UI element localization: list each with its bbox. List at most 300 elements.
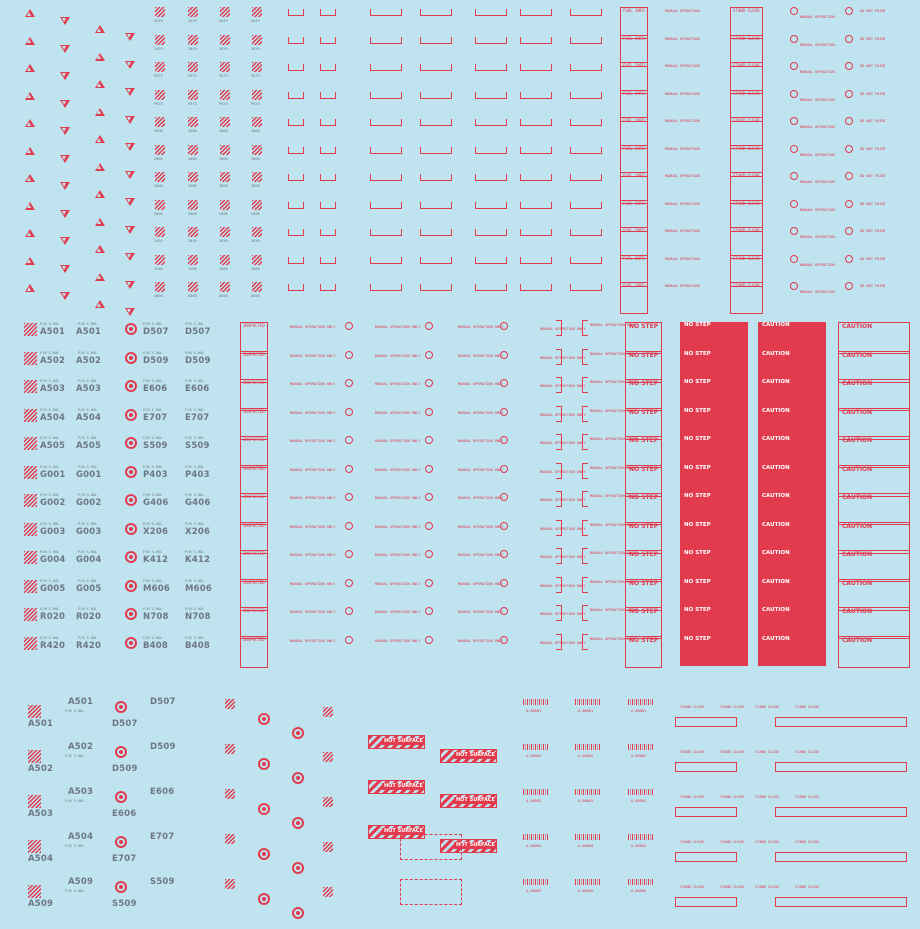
line-marker xyxy=(570,174,602,181)
stand-clear-label: STAND CLEAR xyxy=(730,145,763,177)
part-code: E606 xyxy=(112,809,137,819)
ring-icon xyxy=(425,436,433,444)
no-step-bar: NO STEP xyxy=(680,351,748,381)
part-number-prefix: P/N S-HOL xyxy=(143,493,163,497)
target-icon xyxy=(125,494,137,506)
target-icon xyxy=(125,523,137,535)
caution-bar: CAUTION xyxy=(758,351,826,381)
target-icon xyxy=(115,836,127,848)
decal-row xyxy=(0,31,920,61)
no-step-bar: NO STEP xyxy=(680,607,748,637)
ring-icon xyxy=(790,145,798,153)
part-code: A505 xyxy=(40,441,66,451)
stand-clear-text: STAND CLEAR xyxy=(680,705,704,709)
line-marker xyxy=(420,92,452,99)
frame-marker xyxy=(675,897,737,907)
do-not-paint-label: DO NOT PAINT xyxy=(860,64,886,68)
part-code: D507 xyxy=(112,719,138,729)
part-number-prefix: P/N S-HOL xyxy=(185,436,205,440)
no-step-bar: NO STEP xyxy=(680,493,748,523)
caution-bar: CAUTION xyxy=(758,607,826,637)
manual-operation-label: MANUAL OPERATION ONLY xyxy=(590,494,636,498)
decal-band-partnumbers xyxy=(0,315,920,685)
decal-code: 1500 xyxy=(251,266,260,271)
line-marker xyxy=(420,202,452,209)
decal-code: 5008 xyxy=(154,211,163,216)
bracket-marker xyxy=(582,491,588,507)
part-code: A501 xyxy=(76,327,102,337)
hatched-square-icon xyxy=(220,227,230,237)
no-step-bar: NO STEP xyxy=(680,579,748,609)
hatched-square-icon xyxy=(28,795,41,808)
manual-operation-label: MANUAL OPERATION xyxy=(665,201,700,206)
hatched-square-icon xyxy=(24,637,37,650)
target-icon xyxy=(258,893,270,905)
ring-icon xyxy=(845,35,853,43)
bracket-marker xyxy=(556,463,562,479)
line-marker xyxy=(520,229,552,236)
target-icon xyxy=(115,701,127,713)
part-number-prefix: P/N S-HOL xyxy=(78,350,98,355)
part-code: A503 xyxy=(68,787,94,797)
target-icon xyxy=(125,409,137,421)
part-code: M606 xyxy=(143,583,171,594)
do-not-paint-label: DO NOT PAINT xyxy=(860,256,886,261)
manual-operation-label: MANUAL OPERATION ONLY xyxy=(590,323,636,327)
hatched-square-icon xyxy=(24,551,37,564)
hatched-square-icon xyxy=(24,494,37,507)
part-code: A503 xyxy=(76,384,102,394)
manual-operation-label: MANUAL OPERATION ONLY xyxy=(458,353,504,358)
barcode-id: A-00002 xyxy=(631,754,647,758)
manual-operation-label: MANUAL OPERATION ONLY xyxy=(458,382,504,386)
line-marker xyxy=(320,9,336,16)
ring-icon xyxy=(500,436,508,444)
caution-label: CAUTION xyxy=(838,322,910,354)
manual-operation-label: MANUAL OPERATION xyxy=(800,235,835,239)
manual-operation-label: MANUAL OPERATION ONLY xyxy=(590,579,636,584)
line-marker xyxy=(475,64,507,71)
part-number-prefix: P/N S-HOL xyxy=(143,550,163,554)
manual-operation-label: MANUAL OPERATION ONLY xyxy=(290,439,336,443)
hatched-square-icon xyxy=(155,62,165,72)
ring-icon xyxy=(425,351,433,359)
part-code: K412 xyxy=(185,555,211,565)
line-marker xyxy=(520,147,552,154)
bracket-marker xyxy=(556,577,562,593)
decal-row xyxy=(0,317,920,347)
inspected-label: INSPECTED xyxy=(240,522,268,554)
part-code: P403 xyxy=(143,469,168,480)
line-marker xyxy=(420,229,452,236)
part-number-prefix: P/N S-HOL xyxy=(143,464,163,469)
line-marker xyxy=(520,119,552,126)
barcode-icon xyxy=(523,789,549,795)
part-number-prefix: P/N S-HOL xyxy=(185,464,205,469)
hatched-square-icon xyxy=(188,7,198,17)
manual-operation-label: MANUAL OPERATION xyxy=(665,284,700,288)
decal-code: 3000 xyxy=(251,129,260,133)
decal-code: 2010 xyxy=(251,239,260,243)
manual-operation-label: MANUAL OPERATION ONLY xyxy=(375,410,421,415)
hatched-square-icon xyxy=(252,282,262,292)
stand-clear-label: STAND CLEAR xyxy=(730,255,763,287)
manual-operation-label: MANUAL OPERATION ONLY xyxy=(290,638,336,643)
ring-icon xyxy=(425,579,433,587)
stand-clear-label: STAND CLEAR xyxy=(730,200,763,232)
line-marker xyxy=(320,174,336,181)
part-code: D507 xyxy=(150,697,176,707)
ring-icon xyxy=(845,200,853,208)
manual-operation-label: MANUAL OPERATION xyxy=(665,174,700,178)
ring-icon xyxy=(500,550,508,558)
part-code: G001 xyxy=(40,469,66,480)
frame-marker xyxy=(675,852,737,862)
part-code: A504 xyxy=(68,832,94,842)
ring-icon xyxy=(790,62,798,70)
line-marker xyxy=(570,9,602,16)
ring-icon xyxy=(345,379,353,387)
warning-triangle-down-icon xyxy=(60,210,70,218)
caution-label: CAUTION xyxy=(838,465,910,497)
line-marker xyxy=(570,64,602,71)
ring-icon xyxy=(790,255,798,263)
line-marker xyxy=(570,37,602,44)
dashed-panel xyxy=(400,879,462,905)
part-number-prefix: P/N S-HOL xyxy=(65,844,85,848)
ring-icon xyxy=(425,493,433,501)
hatched-square-icon xyxy=(252,200,262,210)
bracket-marker xyxy=(556,377,562,393)
line-marker xyxy=(370,92,402,99)
hatched-square-icon xyxy=(24,580,37,593)
manual-operation-label: MANUAL OPERATION ONLY xyxy=(540,583,586,588)
inspected-label: INSPECTED xyxy=(240,636,268,668)
barcode-icon xyxy=(575,744,601,750)
decal-code: 2019 xyxy=(154,19,163,23)
decal-code: 5008 xyxy=(251,211,260,216)
no-step-bar: NO STEP xyxy=(680,322,748,352)
decal-code: 1500 xyxy=(188,266,197,271)
decal-row xyxy=(0,196,920,226)
line-marker xyxy=(288,202,304,209)
decal-row xyxy=(0,431,920,461)
part-number-prefix: P/N S-HOL xyxy=(40,407,60,412)
manual-operation-label: MANUAL OPERATION xyxy=(665,9,700,13)
ring-icon xyxy=(500,579,508,587)
hot-surface-text: HOT SURFACE xyxy=(456,797,495,803)
decal-code: 2019 xyxy=(219,46,228,51)
decal-row xyxy=(0,488,920,518)
part-number-prefix: P/N S-HOL xyxy=(78,322,98,326)
manual-operation-label: MANUAL OPERATION ONLY xyxy=(290,496,336,500)
caution-bar: CAUTION xyxy=(758,436,826,466)
ring-icon xyxy=(345,579,353,587)
frame-marker xyxy=(775,852,907,862)
part-code: G406 xyxy=(185,498,211,508)
line-marker xyxy=(475,119,507,126)
bracket-marker xyxy=(582,634,588,650)
manual-operation-label: MANUAL OPERATION ONLY xyxy=(590,465,636,470)
line-marker xyxy=(570,92,602,99)
hatched-square-icon xyxy=(220,7,230,17)
part-code: A502 xyxy=(68,742,94,752)
hatched-square-icon xyxy=(155,35,165,45)
caution-bar: CAUTION xyxy=(758,322,826,352)
barcode-id: A-00001 xyxy=(578,709,594,713)
line-marker xyxy=(570,119,602,126)
no-step-label: NO STEP xyxy=(625,379,662,411)
manual-operation-label: MANUAL OPERATION ONLY xyxy=(540,469,586,474)
decal-row xyxy=(0,86,920,116)
line-marker xyxy=(320,257,336,264)
manual-operation-label: MANUAL OPERATION ONLY xyxy=(590,551,636,555)
ring-icon xyxy=(500,493,508,501)
bracket-marker xyxy=(582,577,588,593)
barcode-icon xyxy=(628,834,654,840)
manual-operation-label: MANUAL OPERATION ONLY xyxy=(458,524,504,529)
stand-clear-text: STAND CLEAR xyxy=(720,705,744,709)
manual-operation-label: MANUAL OPERATION ONLY xyxy=(590,522,636,527)
target-icon xyxy=(125,551,137,563)
ring-icon xyxy=(345,351,353,359)
manual-operation-label: MANUAL OPERATION xyxy=(800,15,835,19)
target-icon xyxy=(292,727,304,739)
manual-operation-label: MANUAL OPERATION ONLY xyxy=(458,638,504,643)
manual-operation-label: MANUAL OPERATION xyxy=(800,180,835,184)
part-number-prefix: P/N S-HOL xyxy=(185,350,205,355)
line-marker xyxy=(370,202,402,209)
part-number-prefix: P/N S-HOL xyxy=(78,464,98,469)
part-code: D509 xyxy=(143,355,169,366)
part-code: A505 xyxy=(76,441,102,451)
decal-code: 3000 xyxy=(154,129,163,133)
part-code: G004 xyxy=(40,555,66,565)
hot-surface-text: HOT SURFACE xyxy=(384,738,423,744)
hatched-square-icon xyxy=(220,117,230,127)
stand-clear-label: STAND CLEAR xyxy=(730,117,763,149)
stand-clear-text: STAND CLEAR xyxy=(795,795,819,799)
barcode-icon xyxy=(575,699,601,705)
line-marker xyxy=(370,64,402,71)
part-number-prefix: P/N S-HOL xyxy=(185,493,205,497)
line-marker xyxy=(370,257,402,264)
decal-code: P073 xyxy=(188,101,197,106)
line-marker xyxy=(320,229,336,236)
line-marker xyxy=(370,229,402,236)
manual-operation-label: MANUAL OPERATION ONLY xyxy=(290,353,336,358)
line-marker xyxy=(475,229,507,236)
part-number-prefix: P/N S-HOL xyxy=(143,607,163,611)
manual-operation-label: MANUAL OPERATION ONLY xyxy=(540,498,586,502)
part-code: E707 xyxy=(143,412,168,423)
hatched-square-icon xyxy=(252,35,262,45)
manual-operation-label: MANUAL OPERATION ONLY xyxy=(540,526,586,531)
decal-code: 5008 xyxy=(219,211,228,216)
hatched-square-icon xyxy=(225,879,235,889)
part-code: B408 xyxy=(185,640,211,651)
part-code: A502 xyxy=(28,764,54,774)
part-code: G003 xyxy=(40,526,66,537)
part-code: G005 xyxy=(76,583,102,594)
warning-triangle-icon xyxy=(95,300,105,308)
hatched-square-icon xyxy=(24,437,37,450)
hatched-square-icon xyxy=(225,834,235,844)
inspected-label: INSPECTED xyxy=(240,379,268,411)
manual-operation-label: MANUAL OPERATION xyxy=(800,262,835,267)
ring-icon xyxy=(845,7,853,15)
hatched-square-icon xyxy=(323,797,333,807)
line-marker xyxy=(288,37,304,44)
bracket-marker xyxy=(582,548,588,564)
caution-bar: CAUTION xyxy=(758,379,826,409)
inspected-label: INSPECTED xyxy=(240,465,268,497)
part-number-prefix: P/N S-HOL xyxy=(143,635,163,640)
part-number-prefix: P/N S-HOL xyxy=(185,379,205,383)
no-step-bar: NO STEP xyxy=(680,436,748,466)
hatched-square-icon xyxy=(220,145,230,155)
ring-icon xyxy=(425,522,433,530)
stand-clear-text: STAND CLEAR xyxy=(720,750,744,754)
decal-row xyxy=(0,545,920,575)
barcode-icon xyxy=(628,789,654,795)
manual-operation-label: MANUAL OPERATION ONLY xyxy=(290,610,336,614)
warning-triangle-icon xyxy=(25,229,35,237)
hatched-square-icon xyxy=(155,200,165,210)
manual-operation-label: MANUAL OPERATION xyxy=(665,91,700,96)
no-step-label: NO STEP xyxy=(625,636,662,668)
manual-operation-label: MANUAL OPERATION ONLY xyxy=(458,439,504,443)
part-code: A504 xyxy=(40,412,66,423)
inspected-label: INSPECTED xyxy=(240,607,268,639)
manual-operation-label: MANUAL OPERATION xyxy=(800,125,835,129)
line-marker xyxy=(570,147,602,154)
hatched-square-icon xyxy=(24,409,37,422)
line-marker xyxy=(520,92,552,99)
caution-bar: CAUTION xyxy=(758,465,826,495)
warning-triangle-icon xyxy=(25,92,35,100)
ring-icon xyxy=(345,322,353,330)
inspected-label: INSPECTED xyxy=(240,351,268,383)
decal-code: 3000 xyxy=(188,129,197,133)
line-marker xyxy=(370,174,402,181)
part-code: G002 xyxy=(76,498,102,508)
manual-operation-label: MANUAL OPERATION ONLY xyxy=(590,351,636,356)
hatched-square-icon xyxy=(188,145,198,155)
hatched-square-icon xyxy=(188,227,198,237)
manual-operation-label: MANUAL OPERATION xyxy=(665,119,700,123)
barcode-id: A-00002 xyxy=(526,754,542,758)
caution-bar: CAUTION xyxy=(758,493,826,523)
stand-clear-text: STAND CLEAR xyxy=(795,840,819,844)
warning-triangle-down-icon xyxy=(60,45,70,53)
decal-row xyxy=(0,113,920,143)
part-code: G005 xyxy=(40,583,66,594)
decal-row xyxy=(0,574,920,604)
line-marker xyxy=(420,119,452,126)
inspected-label: INSPECTED xyxy=(240,493,268,525)
fuel-info-label: FUEL INFO xyxy=(620,117,648,149)
manual-operation-label: MANUAL OPERATION ONLY xyxy=(290,581,336,586)
manual-operation-label: MANUAL OPERATION ONLY xyxy=(375,467,421,472)
part-number-prefix: P/N S-HOL xyxy=(40,322,60,326)
target-icon xyxy=(258,848,270,860)
barcode-id: A-00005 xyxy=(526,889,542,893)
stand-clear-text: STAND CLEAR xyxy=(720,795,744,799)
target-icon xyxy=(125,352,137,364)
part-code: R420 xyxy=(76,640,102,651)
part-number-prefix: P/N S-HOL xyxy=(40,379,60,383)
ring-icon xyxy=(345,522,353,530)
warning-triangle-icon xyxy=(25,9,35,17)
no-step-label: NO STEP xyxy=(625,465,662,497)
bracket-marker xyxy=(556,634,562,650)
manual-operation-label: MANUAL OPERATION ONLY xyxy=(458,496,504,500)
stand-clear-label: STAND CLEAR xyxy=(730,90,763,122)
line-marker xyxy=(420,174,452,181)
hatched-square-icon xyxy=(28,885,41,898)
manual-operation-label: MANUAL OPERATION ONLY xyxy=(458,467,504,472)
part-code: E606 xyxy=(143,384,168,394)
hatched-square-icon xyxy=(252,7,262,17)
barcode-icon xyxy=(523,879,549,885)
decal-code: P073 xyxy=(154,101,163,106)
frame-marker xyxy=(675,717,737,727)
manual-operation-label: MANUAL OPERATION ONLY xyxy=(375,610,421,614)
bracket-marker xyxy=(582,349,588,365)
ring-icon xyxy=(425,636,433,644)
part-number-prefix: P/N S-HOL xyxy=(185,550,205,554)
part-code: X206 xyxy=(143,526,169,537)
line-marker xyxy=(320,119,336,126)
hatched-square-icon xyxy=(220,200,230,210)
hatched-square-icon xyxy=(24,523,37,536)
part-number-prefix: P/N S-HOL xyxy=(78,550,98,554)
bracket-marker xyxy=(582,320,588,336)
part-code: E707 xyxy=(185,412,210,423)
manual-operation-label: MANUAL OPERATION xyxy=(800,70,835,74)
line-marker xyxy=(570,284,602,291)
line-marker xyxy=(475,9,507,16)
line-marker xyxy=(320,64,336,71)
hatched-square-icon xyxy=(155,7,165,17)
ring-icon xyxy=(345,607,353,615)
stand-clear-text: STAND CLEAR xyxy=(755,705,779,709)
decal-code: 1500 xyxy=(219,266,228,271)
barcode-id: A-00004 xyxy=(578,844,594,848)
caution-label: CAUTION xyxy=(838,379,910,411)
manual-operation-label: MANUAL OPERATION ONLY xyxy=(540,441,586,445)
target-icon xyxy=(125,466,137,478)
warning-triangle-icon xyxy=(25,147,35,155)
ring-icon xyxy=(345,493,353,501)
hatched-square-icon xyxy=(188,62,198,72)
frame-marker xyxy=(775,897,907,907)
manual-operation-label: MANUAL OPERATION ONLY xyxy=(375,496,421,500)
decal-row xyxy=(0,830,920,870)
ring-icon xyxy=(790,172,798,180)
manual-operation-label: MANUAL OPERATION ONLY xyxy=(375,553,421,557)
inspected-label: INSPECTED xyxy=(240,579,268,611)
caution-label: CAUTION xyxy=(838,351,910,383)
manual-operation-label: MANUAL OPERATION ONLY xyxy=(540,555,586,559)
part-code: A509 xyxy=(28,899,54,909)
decal-row xyxy=(0,460,920,490)
caution-bar: CAUTION xyxy=(758,550,826,580)
fuel-info-label: FUEL INFO xyxy=(620,145,648,177)
part-number-prefix: P/N S-HOL xyxy=(185,322,205,326)
dashed-panel xyxy=(400,834,462,860)
